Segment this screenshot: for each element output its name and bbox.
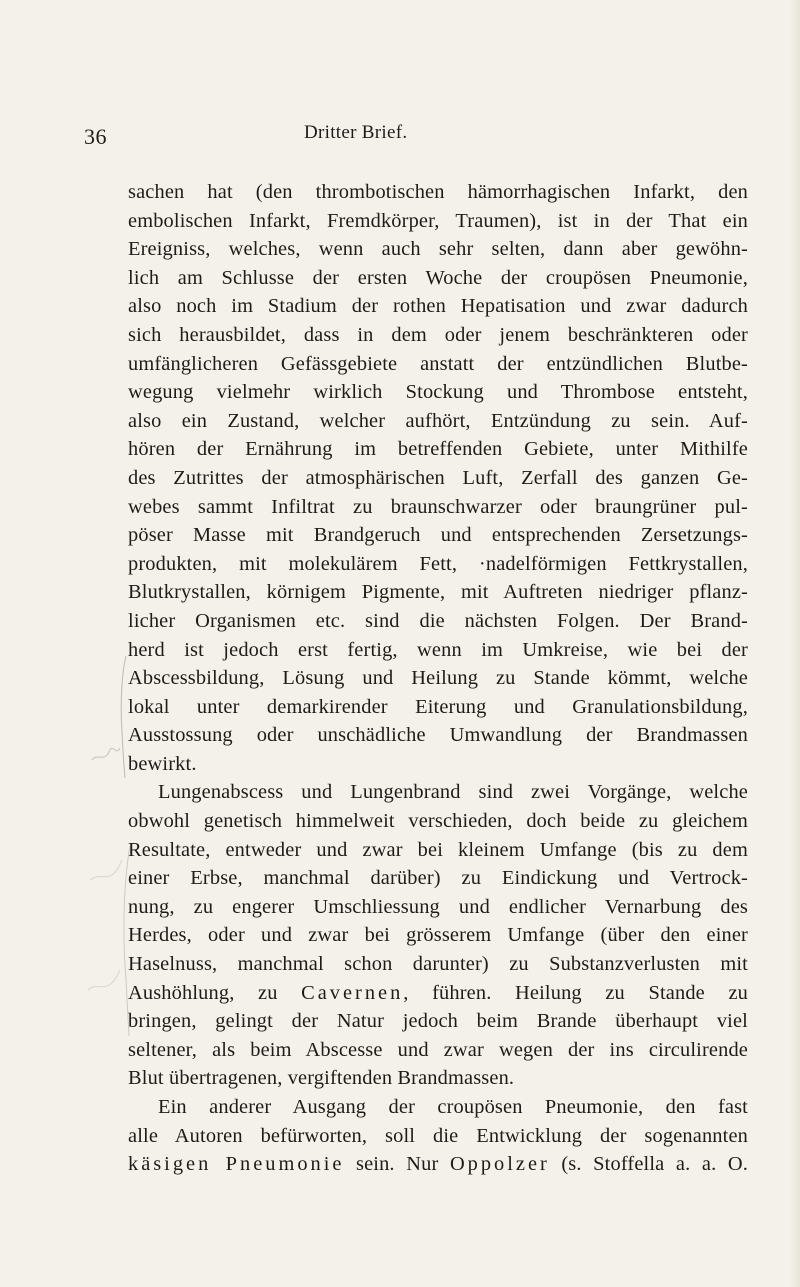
text-line: Blut übertragenen, vergiftenden Brandmassen. xyxy=(128,1067,515,1090)
text-line: licher Organismen etc. sind die nächsten Folgen. Der Brand- xyxy=(128,609,748,632)
text-line: produkten, mit molekulärem Fett, ·nadelförmigen Fettkrystallen, xyxy=(128,552,748,575)
author-name: Oppolzer xyxy=(449,1153,550,1176)
text-line: wegung vielmehr wirklich Stockung und Thrombose entsteht, xyxy=(128,381,748,404)
text-line: des Zutrittes der atmosphärischen Luft, Zerfall des ganzen Ge- xyxy=(128,466,748,489)
text-line: Resultate, entweder und zwar bei kleinem Umfange (bis zu dem xyxy=(128,838,748,861)
text-line: Ein anderer Ausgang der croupösen Pneumonie, den fast xyxy=(158,1096,748,1118)
text-line: webes sammt Infiltrat zu braunschwarzer oder braungrüner pul- xyxy=(128,495,748,518)
text-line: also ein Zustand, welcher aufhört, Entzündung zu sein. Auf- xyxy=(128,409,748,432)
page-header xyxy=(84,118,724,152)
text-line: Haselnuss, manchmal schon darunter) zu Substanzverlusten mit xyxy=(128,953,748,976)
text-line: lich am Schlusse der ersten Woche der croupösen Pneumonie, xyxy=(128,266,748,289)
running-head: Dritter Brief. xyxy=(304,122,408,143)
text-line: pöser Masse mit Brandgeruch und entsprechenden Zersetzungs- xyxy=(128,524,748,547)
text-segment: Aushöhlung, zu xyxy=(128,981,278,1004)
text-line: nung, zu engerer Umschliessung und endlicher Vernarbung des xyxy=(128,895,748,918)
text-line: Herdes, oder und zwar bei grösserem Umfange (über den einer xyxy=(128,924,748,947)
page-edge-shadow xyxy=(790,0,800,1287)
text-line: einer Erbse, manchmal darüber) zu Eindickung und Vertrock- xyxy=(128,867,748,890)
text-line: bewirkt. xyxy=(128,752,197,775)
pencil-marginalia xyxy=(86,840,138,1040)
text-line: Lungenabscess und Lungenbrand sind zwei Vorgänge, welche xyxy=(158,781,748,804)
text-line: Blutkrystallen, körnigem Pigmente, mit Auftreten niedriger pflanz- xyxy=(128,581,748,604)
text-segment: sein. Nur xyxy=(355,1153,439,1176)
text-line: alle Autoren befürworten, soll die Entwicklung der sogenannten xyxy=(128,1124,748,1147)
text-line: Abscessbildung, Lösung und Heilung zu Stande kömmt, welche xyxy=(128,667,748,690)
text-line: embolischen Infarkt, Fremdkörper, Traumen), ist in der That ein xyxy=(128,209,748,232)
text-line xyxy=(128,979,748,1008)
text-line: sachen hat (den thrombotischen hämorrhagischen Infarkt, den xyxy=(128,181,748,203)
page-number: 36 xyxy=(84,124,107,149)
pencil-marginalia xyxy=(86,652,132,782)
text-line: umfänglicheren Gefässgebiete anstatt der entzündlichen Blutbe- xyxy=(128,352,748,375)
text-line: hören der Ernährung im betreffenden Gebiete, unter Mithilfe xyxy=(128,438,748,461)
text-line: Ausstossung oder unschädliche Umwandlung der Brandmassen xyxy=(128,724,748,747)
text-line: herd ist jedoch erst fertig, wenn im Umkreise, wie bei der xyxy=(128,638,748,661)
text-line xyxy=(128,1150,748,1179)
text-line: lokal unter demarkirender Eiterung und Granulationsbildung, xyxy=(128,695,748,718)
text-line: seltener, als beim Abscesse und zwar wegen der ins circulirende xyxy=(128,1038,748,1061)
emphasized-term: käsigen Pneumonie xyxy=(128,1153,345,1176)
text-segment: , führen. Heilung zu Stande zu xyxy=(403,981,748,1004)
text-segment: (s. Stoffella a. a. O. xyxy=(561,1153,749,1176)
body-text xyxy=(128,178,748,1179)
text-line: also noch im Stadium der rothen Hepatisation und zwar dadurch xyxy=(128,295,748,318)
text-line: Ereigniss, welches, wenn auch sehr selten, dann aber gewöhn- xyxy=(128,238,748,261)
text-line: bringen, gelingt der Natur jedoch beim Brande überhaupt viel xyxy=(128,1010,748,1033)
text-line: sich herausbildet, dass in dem oder jenem beschränkteren oder xyxy=(128,323,748,346)
emphasized-term: Cavernen xyxy=(301,981,404,1004)
text-line: obwohl genetisch himmelweit verschieden, doch beide zu gleichem xyxy=(128,810,748,833)
